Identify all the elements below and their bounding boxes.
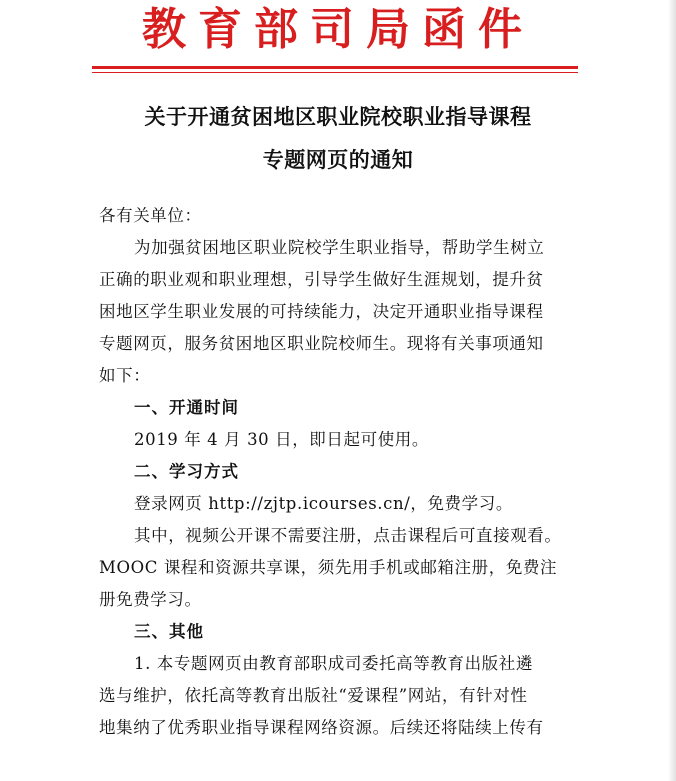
notice-title-line-2: 专题网页的通知 — [262, 148, 414, 172]
intro-line-2: 正确的职业观和职业理想，引导学生做好生涯规划，提升贫 — [99, 270, 544, 289]
intro-line-1: 为加强贫困地区职业院校学生职业指导，帮助学生树立 — [134, 238, 545, 257]
section-1-body: 2019 年 4 月 30 日，即日起可使用。 — [134, 430, 430, 449]
salutation: 各有关单位： — [99, 206, 202, 225]
section-2-body-line-2: 其中，视频公开课不需要注册，点击课程后可直接观看。 — [134, 526, 562, 545]
intro-line-5: 如下： — [99, 366, 151, 385]
section-2-body-line-1: 登录网页 http://zjtp.icourses.cn/，免费学习。 — [134, 494, 513, 513]
section-3-body-line-3: 地集纳了优秀职业指导课程网络资源。后续还将陆续上传有 — [99, 718, 544, 737]
masthead-rule-thick — [92, 66, 578, 69]
intro-line-4: 专题网页，服务贫困地区职业院校师生。现将有关事项通知 — [99, 334, 544, 353]
section-3-body-line-1: 1. 本专题网页由教育部职成司委托高等教育出版社遴 — [134, 654, 533, 673]
section-3-heading: 三、其他 — [134, 622, 204, 641]
notice-title-line-1: 关于开通贫困地区职业院校职业指导课程 — [144, 105, 532, 129]
section-2-body-line-4: 册免费学习。 — [99, 590, 202, 609]
page-edge-shadow — [668, 0, 676, 781]
section-3-body-line-2: 选与维护，依托高等教育出版社“爱课程”网站，有针对性 — [99, 686, 528, 705]
section-2-body-line-3: MOOC 课程和资源共享课，须先用手机或邮箱注册，免费注 — [99, 558, 558, 577]
intro-line-3: 困地区学生职业发展的可持续能力，决定开通职业指导课程 — [99, 302, 544, 321]
masthead-title: 教育部司局函件 — [142, 4, 534, 55]
masthead-rule-thin — [92, 72, 578, 73]
section-1-heading: 一、开通时间 — [134, 398, 239, 417]
section-2-heading: 二、学习方式 — [134, 462, 239, 481]
